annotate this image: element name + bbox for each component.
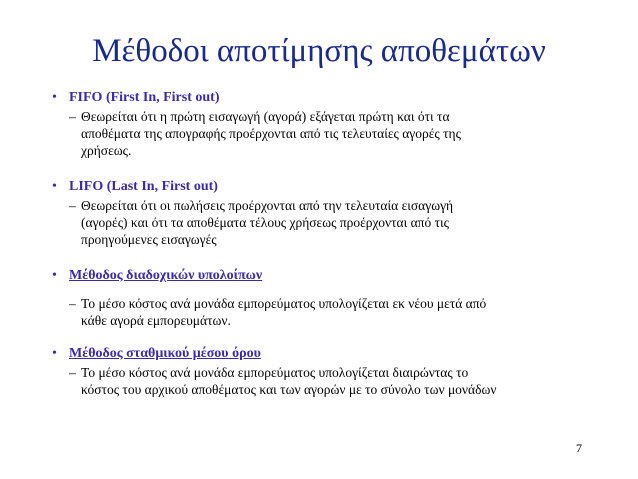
description-line: χρήσεως. [81, 143, 132, 158]
dash-icon: – [69, 198, 76, 213]
list-item-heading: Μέθοδος διαδοχικών υπολοίπων [69, 268, 263, 283]
description-line: κόστος του αρχικού αποθέματος και των αγορών με το σύνολο των μονάδων [81, 382, 497, 397]
bullet-icon: • [52, 346, 57, 361]
list-item-heading: LIFO (Last In, First out) [69, 179, 218, 194]
list-item-heading: FIFO (First In, First out) [69, 90, 220, 105]
description-line: Θεωρείται ότι οι πωλήσεις προέρχονται από την τελευταία εισαγωγή [81, 198, 454, 213]
dash-icon: – [69, 296, 76, 311]
list-item-heading: Μέθοδος σταθμικού μέσου όρου [69, 346, 261, 361]
description-line: αποθέματα της απογραφής προέρχονται από τις τελευταίες αγορές της [81, 126, 461, 141]
page-number: 7 [576, 441, 582, 455]
bullet-icon: • [52, 268, 57, 283]
bullet-icon: • [52, 179, 57, 194]
description-line: Το μέσο κόστος ανά μονάδα εμπορεύματος υπολογίζεται εκ νέου μετά από [81, 296, 487, 311]
description-line: (αγορές) και ότι τα αποθέματα τέλους χρήσεως προέρχονται από τις [81, 215, 450, 230]
description-line: προηγούμενες εισαγωγές [81, 232, 217, 247]
bullet-icon: • [52, 90, 57, 105]
description-line: κάθε αγορά εμπορευμάτων. [81, 313, 231, 328]
slide-title: Μέθοδοι αποτίμησης αποθεμάτων [92, 33, 546, 69]
dash-icon: – [69, 109, 76, 124]
dash-icon: – [69, 365, 76, 380]
description-line: Το μέσο κόστος ανά μονάδα εμπορεύματος υπολογίζεται διαιρώντας το [81, 365, 469, 380]
description-line: Θεωρείται ότι η πρώτη εισαγωγή (αγορά) εξάγεται πρώτη και ότι τα [81, 109, 450, 124]
